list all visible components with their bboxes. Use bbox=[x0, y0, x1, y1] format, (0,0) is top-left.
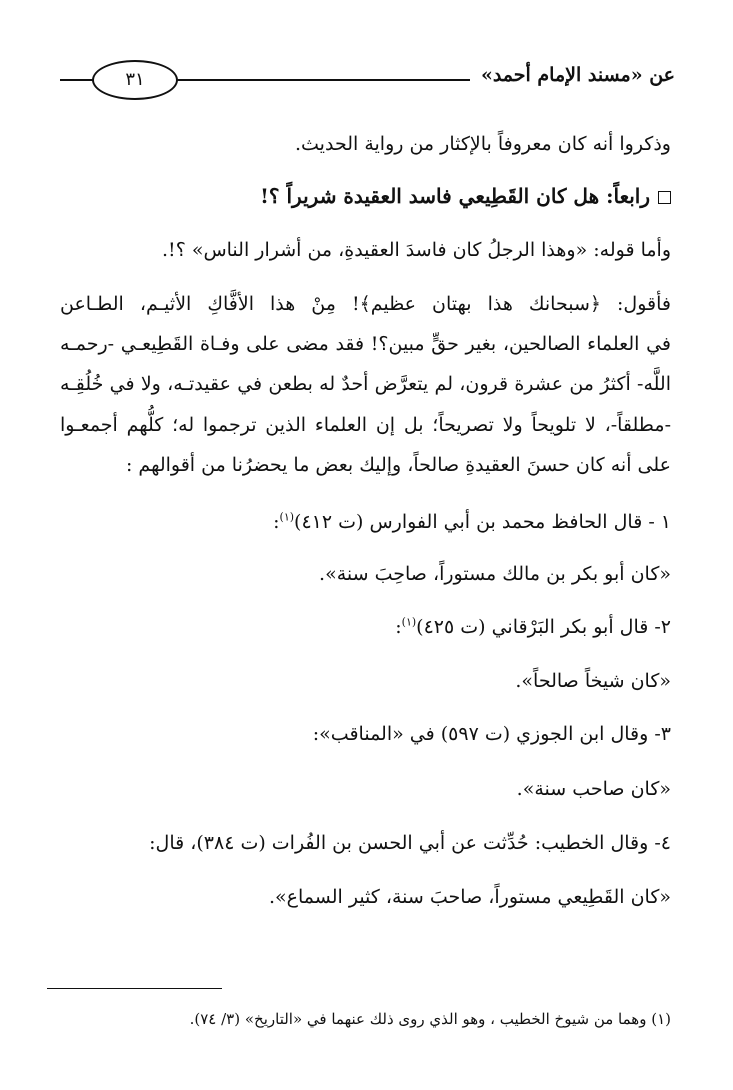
footnote-separator bbox=[47, 988, 222, 989]
quote-item-1 bbox=[273, 508, 671, 537]
quote-item-2-text: «كان شيخاً صالحاً». bbox=[515, 670, 671, 692]
checkbox-icon bbox=[658, 191, 671, 204]
quote-item-2-label: ٢- قال أبو بكر البَرْقاني (ت ٤٢٥) bbox=[416, 616, 671, 638]
para-line-2: في العلماء الصالحين، بغير حقٍّ مبين؟! فقد مضى على وفـاة القَطِيعـي -رحمـه bbox=[60, 333, 671, 355]
quote-item-2 bbox=[395, 613, 671, 642]
running-title: عن «مسند الإمام أحمد» bbox=[480, 64, 675, 86]
quote-item-1-label: ١ - قال الحافظ محمد بن أبي الفوارس (ت ٤١٢) bbox=[294, 511, 671, 533]
para-line-5: على أنه كان حسنَ العقيدةِ صالحاً، وإليك بعض ما يحضرُنا من أقوالهم : bbox=[125, 454, 671, 476]
quote-item-2-colon: : bbox=[395, 616, 402, 638]
footnote: (١) وهما من شيوخ الخطيب ، وهو الذي روى ذلك عنهما في «التاريخ» (٣/ ٧٤). bbox=[189, 1010, 671, 1028]
quote-item-1-colon: : bbox=[273, 511, 280, 533]
page-header bbox=[60, 60, 675, 100]
footnote-marker: (١) bbox=[401, 615, 417, 629]
quote-item-4-text: «كان القَطِيعي مستوراً، صاحبَ سنة، كثير السماع». bbox=[269, 886, 671, 908]
quote-item-3-text: «كان صاحب سنة». bbox=[516, 778, 671, 800]
quote-item-4: ٤- وقال الخطيب: حُدِّثت عن أبي الحسن بن الفُرات (ت ٣٨٤)، قال: bbox=[149, 832, 671, 854]
page-number: ٣١ bbox=[92, 60, 178, 100]
quote-line: وأما قوله: «وهذا الرجلُ كان فاسدَ العقيدةِ، من أشرار الناس» ؟!. bbox=[162, 239, 671, 261]
quote-item-1-text: «كان أبو بكر بن مالك مستوراً، صاحِبَ سنة». bbox=[319, 563, 671, 585]
para-line-3: اللَّه- أكثرُ من عشرة قرون، لم يتعرَّض أحدٌ له بطعن في عقيدتـه، ولا في خُلُقِـه bbox=[60, 373, 671, 395]
quote-item-3: ٣- وقال ابن الجوزي (ت ٥٩٧) في «المناقب»: bbox=[312, 723, 671, 745]
section-heading-text: رابعاً: هل كان القَطِيعي فاسد العقيدة شريراً ؟! bbox=[260, 184, 650, 208]
section-heading bbox=[260, 181, 671, 212]
para-line-1: فأقول: ﴿سبحانك هذا بهتان عظيم﴾! مِنْ هذا الأفَّاكِ الأثيـم، الطـاعن bbox=[60, 293, 671, 315]
footnote-marker: (١) bbox=[279, 510, 295, 524]
intro-line: وذكروا أنه كان معروفاً بالإكثار من رواية الحديث. bbox=[294, 133, 671, 155]
para-line-4: -مطلقاً-، لا تلويحاً ولا تصريحاً؛ بل إن العلماء الذين ترجموا له؛ كلُّهم أجمعـوا bbox=[60, 414, 671, 436]
